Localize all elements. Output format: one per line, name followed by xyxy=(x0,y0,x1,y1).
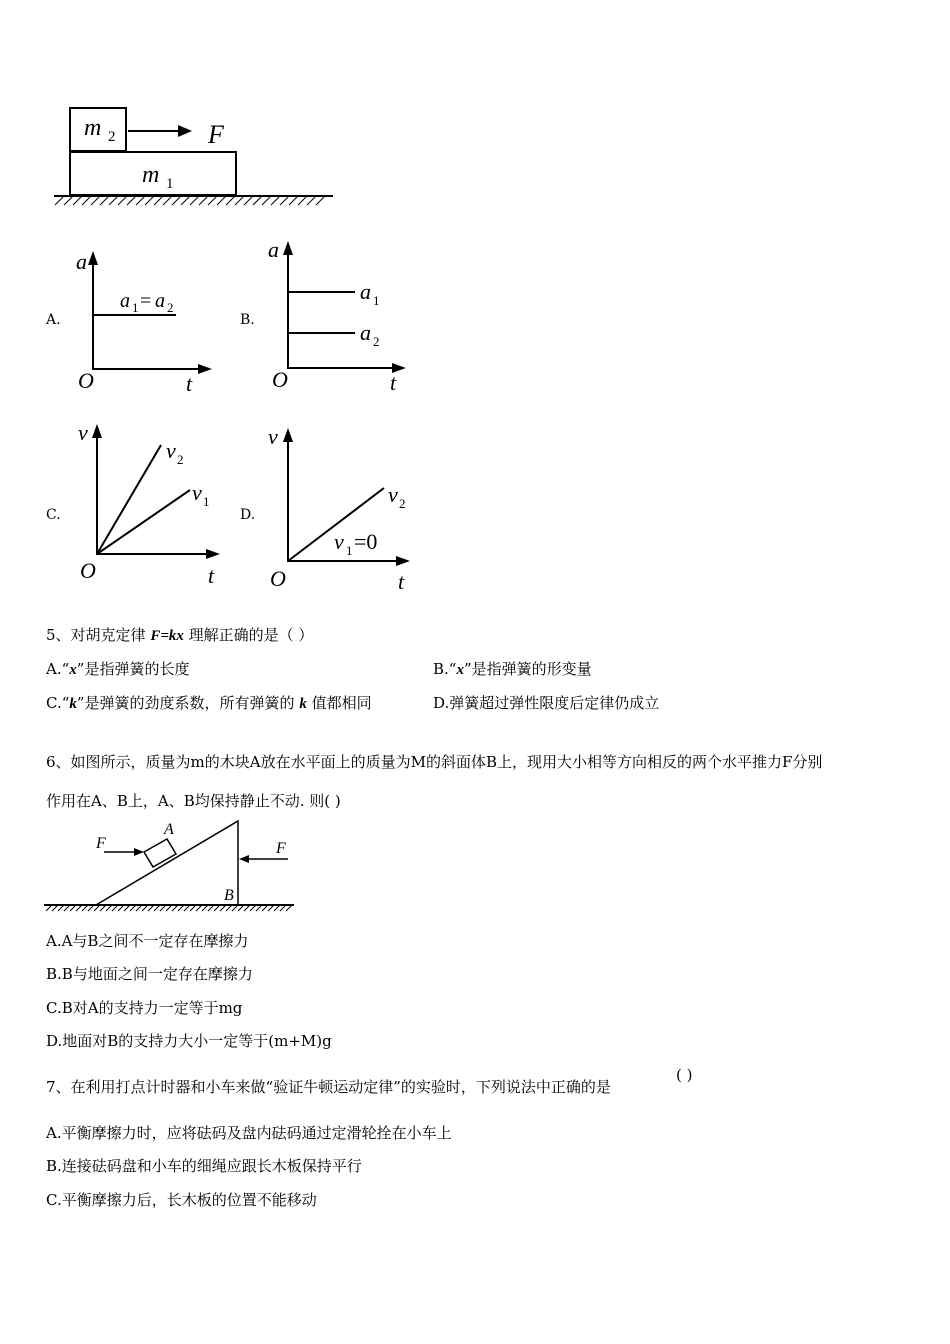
blocks-figure xyxy=(50,100,340,220)
force-label: F xyxy=(208,120,224,149)
q7-option-a[interactable]: A.平衡摩擦力时，应将砝码及盘内砝码通过定滑轮拴在小车上 xyxy=(46,1124,452,1142)
hatch-mark xyxy=(82,196,91,205)
hatch-mark xyxy=(64,196,73,205)
svg-text:v: v xyxy=(192,480,202,505)
svg-text:1: 1 xyxy=(373,293,380,308)
hatch-mark xyxy=(100,196,109,205)
svg-text:2: 2 xyxy=(108,129,116,145)
svg-text:a: a xyxy=(155,290,165,312)
svg-text:2: 2 xyxy=(177,452,184,467)
svg-text:1: 1 xyxy=(346,543,353,558)
hatch-mark xyxy=(127,196,136,205)
option-a-label: A. xyxy=(46,312,61,328)
hatch-mark xyxy=(235,196,244,205)
svg-text:=: = xyxy=(140,290,152,312)
hatch-mark xyxy=(181,196,190,205)
svg-text:t: t xyxy=(398,569,405,592)
graph-c-line-v1 xyxy=(97,490,190,554)
hatch-mark xyxy=(190,196,199,205)
hatch-mark xyxy=(118,196,127,205)
graph-c-line-v2 xyxy=(97,445,161,554)
option-c-label: C. xyxy=(46,507,61,523)
q7-paren: ( ) xyxy=(676,1066,693,1084)
svg-text:a: a xyxy=(76,249,87,274)
hatch-mark xyxy=(217,196,226,205)
q5-option-b[interactable]: B.“x”是指弹簧的形变量 xyxy=(433,660,592,678)
svg-text:a: a xyxy=(360,279,371,304)
q7-stem: 7、在利用打点计时器和小车来做“验证牛顿运动定律”的实验时，下列说法中正确的是 xyxy=(46,1078,611,1096)
option-d-label: D. xyxy=(240,507,256,523)
svg-text:t: t xyxy=(208,563,215,588)
graph-b xyxy=(266,235,416,395)
svg-text:1: 1 xyxy=(132,300,139,315)
graph-d xyxy=(266,422,426,592)
hatch-mark xyxy=(136,196,145,205)
q6-stem-line1: 6、如图所示，质量为m的木块A放在水平面上的质量为M的斜面体B上，现用大小相等方向相反的两个水平推力F分别 xyxy=(46,753,823,771)
q6-option-a[interactable]: A.A与B之间不一定存在摩擦力 xyxy=(46,932,249,950)
svg-text:t: t xyxy=(390,370,397,395)
hatch-mark xyxy=(91,196,100,205)
hatch-mark xyxy=(253,196,262,205)
hatch-mark xyxy=(226,196,235,205)
option-b-label: B. xyxy=(240,312,255,328)
svg-text:a: a xyxy=(268,237,279,262)
m2-label: m xyxy=(84,115,102,141)
svg-text:v: v xyxy=(78,420,88,445)
hatch-mark xyxy=(172,196,181,205)
hatch-mark xyxy=(163,196,172,205)
hatch-mark xyxy=(298,196,307,205)
hatch-mark xyxy=(55,196,64,205)
svg-text:F: F xyxy=(96,835,106,852)
svg-text:v: v xyxy=(268,424,278,449)
svg-text:O: O xyxy=(78,368,94,393)
hatch-mark xyxy=(289,196,298,205)
hatch-mark xyxy=(109,196,118,205)
svg-text:1: 1 xyxy=(166,176,174,192)
hatch-mark xyxy=(271,196,280,205)
hatch-mark xyxy=(208,196,217,205)
svg-text:2: 2 xyxy=(399,496,406,511)
svg-text:1: 1 xyxy=(203,494,210,509)
q5-option-c[interactable]: C.“k”是弹簧的劲度系数，所有弹簧的 k 值都相同 xyxy=(46,694,372,712)
q7-option-c[interactable]: C.平衡摩擦力后，长木板的位置不能移动 xyxy=(46,1191,317,1209)
m1-label: m xyxy=(142,162,160,188)
hatch-mark xyxy=(280,196,289,205)
svg-text:=0: =0 xyxy=(354,529,378,554)
q6-option-b[interactable]: B.B与地面之间一定存在摩擦力 xyxy=(46,965,253,983)
q5-option-a[interactable]: A.“x”是指弹簧的长度 xyxy=(46,660,190,678)
svg-text:B: B xyxy=(224,887,234,904)
hatch-mark xyxy=(154,196,163,205)
graph-a xyxy=(72,245,212,395)
incline-figure xyxy=(40,815,300,915)
svg-text:2: 2 xyxy=(167,300,174,315)
hatch-mark xyxy=(307,196,316,205)
svg-text:F: F xyxy=(276,840,286,857)
q6-stem-line2: 作用在A、B上，A、B均保持静止不动. 则( ) xyxy=(46,792,341,810)
svg-text:t: t xyxy=(186,371,193,395)
svg-text:a: a xyxy=(360,320,371,345)
hatch-mark xyxy=(262,196,271,205)
q5-stem: 5、对胡克定律 F=kx 理解正确的是（ ） xyxy=(46,626,314,644)
svg-text:v: v xyxy=(388,482,398,507)
hatch-mark xyxy=(244,196,253,205)
svg-text:O: O xyxy=(270,566,286,591)
hatch-mark xyxy=(199,196,208,205)
svg-text:O: O xyxy=(272,367,288,392)
hatch-mark xyxy=(145,196,154,205)
svg-text:2: 2 xyxy=(373,334,380,349)
block-a xyxy=(144,839,176,867)
hatch-mark xyxy=(316,196,325,205)
svg-text:v: v xyxy=(334,529,344,554)
q7-option-b[interactable]: B.连接砝码盘和小车的细绳应跟长木板保持平行 xyxy=(46,1157,362,1175)
q6-option-c[interactable]: C.B对A的支持力一定等于mg xyxy=(46,999,243,1017)
q6-option-d[interactable]: D.地面对B的支持力大小一定等于(m+M)g xyxy=(46,1032,332,1050)
svg-text:O: O xyxy=(80,558,96,583)
graph-c xyxy=(74,418,234,588)
svg-text:a: a xyxy=(120,290,130,312)
svg-text:A: A xyxy=(164,821,174,838)
q5-option-d[interactable]: D.弹簧超过弹性限度后定律仍成立 xyxy=(433,694,660,712)
hatch-mark xyxy=(73,196,82,205)
svg-text:v: v xyxy=(166,438,176,463)
